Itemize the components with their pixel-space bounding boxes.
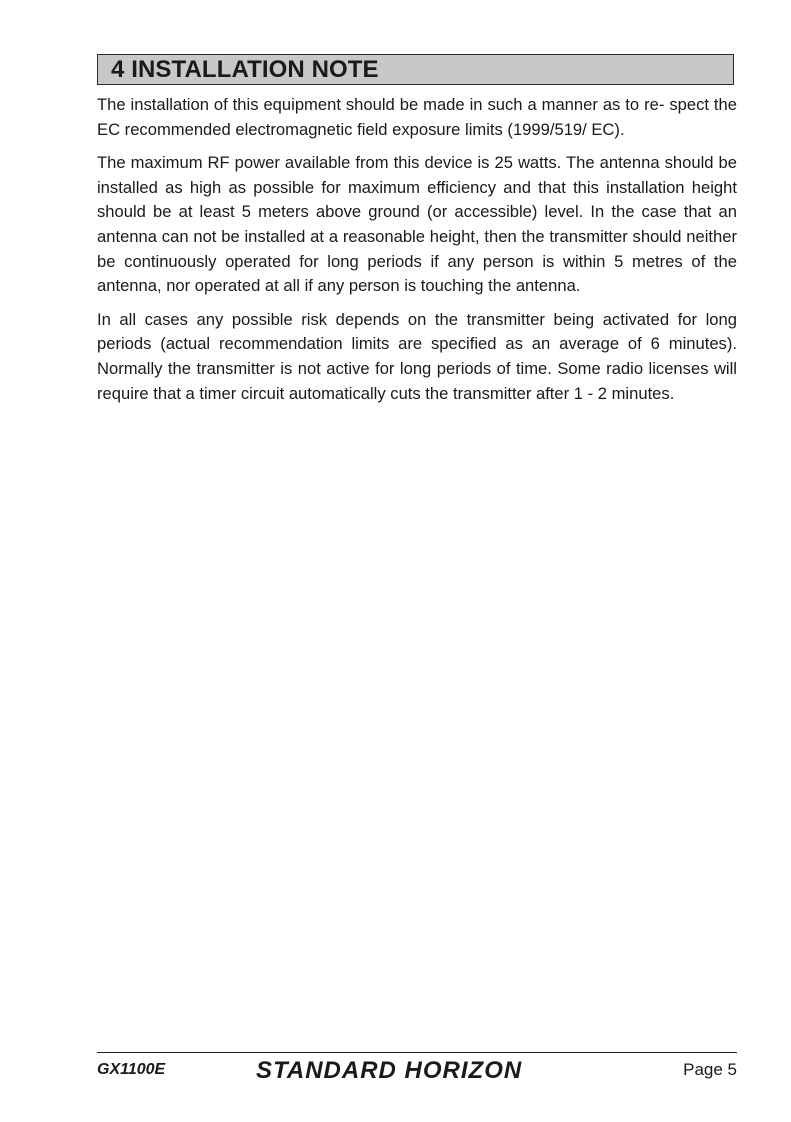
footer-model-name: GX1100E [97,1061,166,1078]
footer-divider [97,1052,737,1053]
footer-page-number: Page 5 [683,1060,737,1079]
section-header [97,54,734,85]
body-text [97,93,737,415]
paragraph-exposure-limits: The installation of this equipment should be made in such a manner as to re- spect the EC recommended electromagnetic field exposure limits (1999/519/ EC). [97,95,737,139]
footer-brand-logo: STANDARD HORIZON [256,1057,523,1084]
section-title: 4 INSTALLATION NOTE [111,56,379,83]
paragraph-risk: In all cases any possible risk depends on the transmitter being activated for long periods (actual recommendation limits are specified as an average of 6 minutes). Normally the transmitter is not active for long periods of time. Some radio licenses will require that a timer circuit automatically cuts the transmitter after 1 - 2 minutes. [97,309,737,403]
paragraph-rf-power: The maximum RF power available from this device is 25 watts. The antenna should be installed as high as possible for maximum efficiency and that this installation height should be at least 5 meters above ground (or accessible) level. In the case that an antenna can not be installed at a reasonable height, then the transmitter should neither be continuously operated for long periods if any person is within 5 metres of the antenna, nor operated at all if any person is touching the antenna. [97,153,737,296]
